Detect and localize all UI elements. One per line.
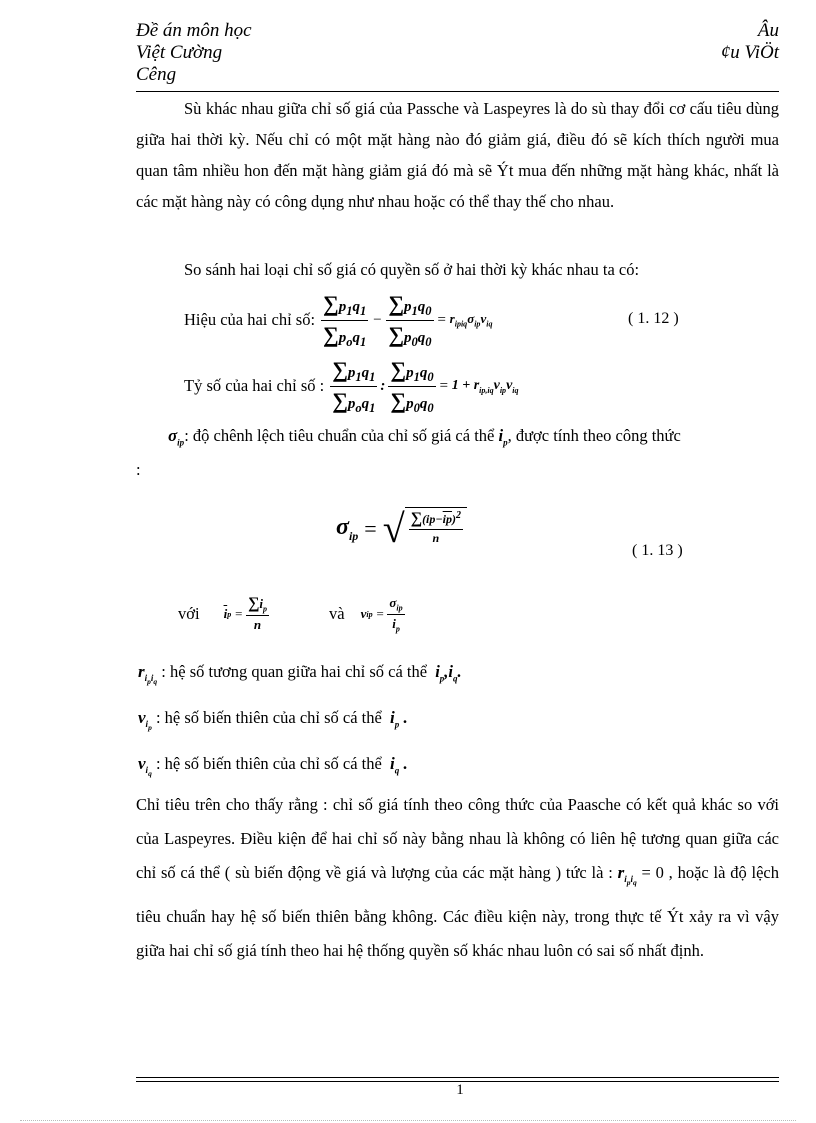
and-label: và bbox=[329, 604, 345, 623]
header-course: Đề án môn học bbox=[136, 20, 252, 41]
paragraph-3-part-a: Chỉ tiêu trên cho thấy rằng : chỉ số giá tính theo công thức của Paasche có kết quả khác so với của Laspeyres. Điều kiện để hai chỉ số này bằng nhau là không có liên hệ tương quan giữa các chỉ số cá thể ( sù biến động về giá và lượng của các mặt hàng ) tức là : bbox=[136, 795, 779, 882]
header-right-line1: Âu bbox=[757, 20, 779, 41]
diff-label: Hiệu của hai chỉ số: bbox=[184, 310, 316, 329]
ip-iq-symbol: $i_p,i_q$. bbox=[435, 662, 462, 684]
v-iq-symbol: $v_{i_q}$ bbox=[138, 754, 152, 779]
ratio-label: Tỷ số của hai chỉ số : bbox=[184, 376, 325, 395]
ip-symbol-2: $i_p$ . bbox=[389, 708, 408, 730]
footer-rule bbox=[136, 1077, 779, 1078]
paragraph-3-part-b: = 0 , hoặc là độ lệch tiêu chuẩn hay hệ số biến thiên bằng không. Các điều kiện này, trong thực tế Ýt xảy ra vì vậy giữa hai chỉ số giá tính theo hai hệ thống quyền số khác nhau luôn có sai số nhất định. bbox=[136, 863, 780, 961]
r-description: : hệ số tương quan giữa hai chỉ số cá thể bbox=[161, 662, 428, 681]
v-ip-description-row bbox=[138, 708, 408, 732]
mean-ip-formula: $\overline{i}$ p = $\frac{\sum i_p}{n}$ bbox=[223, 595, 267, 632]
with-label: với bbox=[178, 604, 200, 623]
r-ipiq-symbol: $r_{i_pi_q}$ bbox=[138, 662, 158, 687]
equation-number-1-13: ( 1. 13 ) bbox=[632, 542, 683, 559]
v-iq-description: : hệ số biến thiên của chỉ số cá thể bbox=[155, 754, 382, 773]
page-number: 1 bbox=[456, 1082, 464, 1098]
ip-symbol: $i_p$ bbox=[498, 426, 508, 448]
colon-line: : bbox=[136, 460, 141, 479]
v-ip-symbol: $v_{i_p}$ bbox=[138, 708, 152, 733]
formula-1-12: $\frac{\sum p_1q_1}{\sum p_oq_1}$ − $\frac{\sum p_1q_0}{\sum p_0q_0}$ = $r_{ipiq}\sigma_{ip}v_{iq}$ bbox=[323, 290, 493, 349]
sigma-description-row bbox=[168, 426, 681, 447]
header-right-line2: ¢u ViÖt bbox=[720, 42, 779, 63]
header-author: Việt Cường bbox=[136, 42, 223, 63]
sigma-description: : độ chênh lệch tiêu chuẩn của chỉ số giá cá thể bbox=[184, 426, 495, 445]
formula-ratio: $\frac{\sum p_1q_1}{\sum p_oq_1}$ : $\frac{\sum p_1q_0}{\sum p_0q_0}$ = $1 + r_{ip,iq}v_{ip}v_{iq}$ bbox=[332, 356, 519, 415]
header-rule bbox=[136, 91, 779, 92]
formula-1-13: $\sigma_{ip}$ = √ $\frac{\sum(ip-\overline{ip})^2}{n}$ bbox=[336, 494, 467, 564]
sigma-description-tail: , được tính theo công thức bbox=[507, 426, 681, 445]
paragraph-1: Sù khác nhau giữa chỉ số giá của Passche và Laspeyres là do sù thay đổi cơ cấu tiêu dùng giữa hai thời kỳ. Nếu chỉ có một mặt hàng nào đó giảm giá, điều đó sẽ kích thích người mua quan tâm nhiều hon đến mặt hàng giảm giá đó mà sẽ Ýt mua đến những mặt hàng khác, nhất là các mặt hàng này có công dụng như nhau hoặc có thể thay thế cho nhau. bbox=[136, 99, 779, 211]
ratio-equation-row bbox=[184, 356, 519, 415]
equation-number-1-12: ( 1. 12 ) bbox=[628, 310, 679, 327]
v-iq-description-row bbox=[138, 754, 408, 778]
mean-definition-row bbox=[178, 590, 405, 638]
paragraph-2: So sánh hai loại chỉ số giá có quyền số ở hai thời kỳ khác nhau ta có: bbox=[184, 260, 640, 279]
paragraph-3 bbox=[136, 788, 779, 968]
header-right bbox=[560, 20, 779, 64]
header-author-cont: Cêng bbox=[136, 64, 177, 85]
equation-1-12-row bbox=[184, 290, 493, 349]
r-description-row bbox=[138, 662, 462, 686]
v-ip-description: : hệ số biến thiên của chỉ số cá thể bbox=[155, 708, 382, 727]
v-ip-formula: v ip = $\frac{\sigma_{ip}}{i_p}$ bbox=[360, 594, 403, 634]
page-edge-dotted-line bbox=[20, 1120, 796, 1121]
r-ipiq-inline: $r_{i_pi_q}$ bbox=[617, 863, 637, 888]
sigma-ip-symbol: $\sigma_{ip}$ bbox=[168, 426, 185, 448]
header-left bbox=[136, 20, 252, 86]
iq-symbol: $i_q$ . bbox=[389, 754, 408, 776]
